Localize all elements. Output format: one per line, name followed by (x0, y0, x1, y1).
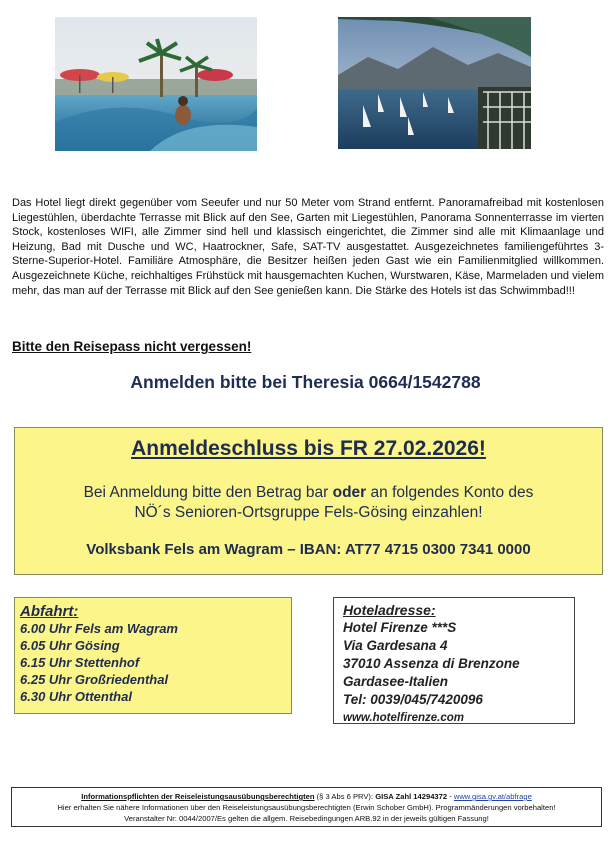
payment-text-pre: Bei Anmeldung bitte den Betrag bar (83, 484, 333, 501)
footer-gisa-link[interactable]: www.gisa.gv.at/abfrage (453, 792, 532, 801)
bank-details: Volksbank Fels am Wagram – IBAN: AT77 4715 0300 7341 0000 (86, 541, 531, 558)
registration-contact: Anmelden bitte bei Theresia 0664/1542788 (130, 372, 481, 392)
hotel-description: Das Hotel liegt direkt gegenüber vom Seeufer und nur 50 Meter vom Strand entfernt. Panoramafreibad mit kostenlosen Liegestühlen, überdachte Terrasse mit Blick auf den See, Garten mit Liegestühlen, Panorama Sonnenterrasse im vierten Stock, kostenloses WIFI, alle Zimmer sind hell und klassisch eingerichtet, die Zimmer sind alle mit Klimaanlage und Heizung, Bad mit Dusche und WC, Haatrockner, Safe, SAT-TV ausgestattet. Ausgezeichnetes familiengeführtes 3-Sterne-Superior-Hotel. Familiäre Atmosphäre, die Besitzer heißen jeden Gast wie ein Familienmitglied willkommen. Ausgezeichnete Küche, reichhaltiges Frühstück mit hausgemachten Kuchen, Wurstwaren, Käse, Marmeladen und vielem mehr, das man auf der Terrasse mit Blick auf den See genießen kann. Die Stärke des Hotels ist das Schwimmbad!!! (12, 197, 604, 297)
payment-text-line2: NÖ´s Senioren-Ortsgruppe Fels-Gösing einzahlen! (134, 504, 483, 521)
lake-photo-icon (338, 17, 531, 149)
departure-title: Abfahrt: (20, 603, 79, 620)
passport-reminder: Bitte den Reisepass nicht vergessen! (12, 339, 252, 354)
hotel-address-box (333, 597, 575, 724)
hotel-city: 37010 Assenza di Brenzone (343, 656, 520, 671)
footer-separator: - (447, 792, 454, 801)
hotel-street: Via Gardesana 4 (343, 638, 448, 653)
departure-line: 6.30 Uhr Ottenthal (20, 689, 132, 704)
footer-gisa-number: GISA Zahl 14294372 (375, 792, 448, 801)
payment-text-post: an folgendes Konto des (366, 484, 534, 501)
departure-line: 6.15 Uhr Stettenhof (20, 655, 140, 670)
hotel-region: Gardasee-Italien (343, 674, 449, 689)
departure-line: 6.05 Uhr Gösing (20, 638, 120, 653)
footer-line-2: Hier erhalten Sie nähere Informationen über den Reiseleistungsausübungsberechtigten (Erwin Schober GmbH). Programmänderungen vorbehalten! (57, 803, 556, 812)
footer-info-duties: Informationspflichten der Reiseleistungsausübungsberechtigten (81, 792, 315, 801)
hotel-address-title: Hoteladresse: (343, 602, 436, 618)
payment-text-bold: oder (332, 484, 367, 501)
hotel-name: Hotel Firenze ***S (343, 620, 457, 635)
hotel-website-link[interactable]: www.hotelfirenze.com (343, 712, 464, 724)
footer-line-3: Veranstalter Nr: 0044/2007/Es gelten die allgem. Reisebedingungen ARB.92 in der jeweils gültigen Fassung! (124, 814, 489, 823)
pool-photo-icon (55, 17, 257, 151)
deadline-box (14, 427, 603, 575)
footer-paragraph-ref: (§ 3 Abs 6 PRV): (314, 792, 376, 801)
hotel-phone: Tel: 0039/045/7420096 (343, 692, 483, 707)
payment-instructions (15, 483, 602, 523)
footer-line-1 (12, 791, 601, 802)
departure-box (14, 597, 292, 714)
pool-photo (55, 17, 257, 151)
departure-line: 6.00 Uhr Fels am Wagram (20, 621, 178, 636)
deadline-title: Anmeldeschluss bis FR 27.02.2026! (131, 437, 486, 460)
legal-footer (11, 787, 602, 827)
lake-photo (338, 17, 531, 149)
departure-line: 6.25 Uhr Großriedenthal (20, 672, 169, 687)
